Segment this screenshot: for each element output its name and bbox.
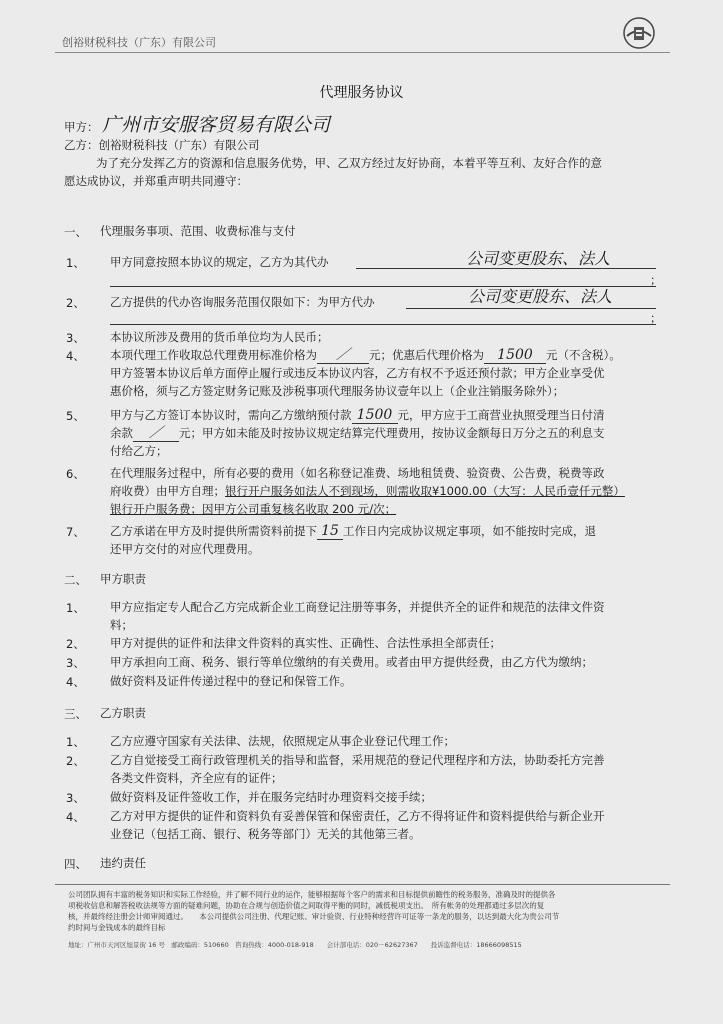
fill-line — [110, 324, 656, 325]
section-4-title: 违约责任 — [100, 856, 146, 870]
item-1-4-line-1: 本项代理工作收取总代理费用标准价格为 ／ 元；优惠后代理价格为 1500 元（不含税）。 — [110, 347, 621, 363]
item-2-1-line-2: 料； — [110, 618, 133, 632]
footer-line-2: 项税收信息和解答税收法规等方面的疑难问题，协助在合规与创造价值之间取得平衡的同时，减低税项支出。 所有帐务的处理都通过多层次的复 — [68, 901, 545, 910]
intro-line-2: 愿达成协议，并郑重声明共同遵守： — [64, 174, 248, 188]
section-3-title: 乙方职责 — [100, 706, 146, 720]
item-1-1-text: 甲方同意按照本协议的规定，乙方为其代办 — [110, 255, 329, 269]
section-2-number: 二、 — [64, 573, 87, 587]
item-2-4-number: 4、 — [66, 675, 85, 689]
item-1-6-line-1: 在代理服务过程中，所有必要的费用（如名称登记准费、场地租赁费、验资费、公告费，税费等政 — [110, 466, 605, 480]
document-title: 代理服务协议 — [319, 85, 404, 101]
item-1-4-number: 4、 — [66, 349, 85, 363]
item-3-2-number: 2、 — [66, 754, 85, 768]
item-2-3-line-1: 甲方承担向工商、税务、银行等单位缴纳的有关费用。或者由甲方提供经费，由乙方代为缴纳； — [110, 655, 593, 669]
item-1-4-line-2: 甲方签署本协议后单方面停止履行或违反本协议内容，乙方有权不予返还预付款；甲方企业享受优 — [110, 366, 605, 380]
item-1-4-handwritten-2: 1500 — [484, 347, 546, 364]
item-2-1-number: 1、 — [66, 601, 85, 615]
header-company: 创裕财税科技（广东）有限公司 — [62, 36, 216, 49]
section-2-title: 甲方职责 — [100, 572, 146, 586]
section-1-number: 一、 — [64, 225, 87, 239]
item-2-1-line-1: 甲方应指定专人配合乙方完成新企业工商登记注册等事务，并提供齐全的证件和规范的法律文件资 — [110, 600, 605, 614]
item-1-6-line-3: 银行开户服务费；因甲方公司重复核名收取 200 元/次； — [110, 502, 397, 516]
item-1-5-line-2: 余款 ／ 元；甲方如未能及时按协议规定结算完代理费用，按协议金额每日万分之五的利息支 — [110, 425, 605, 441]
item-1-4-handwritten-1: ／ — [317, 347, 369, 364]
item-1-6-line-2: 府收费）由甲方自理；银行开户服务如法人不到现场，则需收取¥1000.00（大写：人民币壹仟元整） — [110, 484, 625, 498]
header-divider — [55, 52, 670, 53]
party-a-label: 甲方： — [64, 120, 99, 134]
footer-line-1: 公司团队拥有丰富的税务知识和实际工作经验，并了解不同行业的运作，能够根据每个客户的需求和目标提供前瞻性的税务服务，准确及时的提供各 — [68, 890, 556, 899]
party-a-handwritten-name: 广州市安服客贸易有限公司 — [102, 114, 331, 136]
intro-line-1: 为了充分发挥乙方的资源和信息服务优势，甲、乙双方经过友好协商，本着平等互利、友好合作的意 — [96, 156, 602, 170]
item-1-2-text: 乙方提供的代办咨询服务范围仅限如下：为甲方代办 — [110, 295, 375, 309]
item-3-3-number: 3、 — [66, 791, 85, 805]
item-3-4-line-1: 乙方对甲方提供的证件和资料负有妥善保管和保密责任，乙方不得将证件和资料提供给与新企业开 — [110, 809, 605, 823]
item-1-7-number: 7、 — [66, 525, 85, 539]
section-4-number: 四、 — [64, 857, 87, 871]
item-1-2-end: ； — [650, 311, 662, 325]
footer-line-3: 核，并最终经注册会计师审阅通过。 本公司提供公司注册、代理记账、审计验资、行业特种经营许可证等一条龙的服务，以达到最大化为贵公司节 — [68, 912, 560, 921]
item-1-7-line-2: 还甲方交付的对应代理费用。 — [110, 542, 260, 556]
item-3-2-line-1: 乙方自觉接受工商行政管理机关的指导和监督，采用规范的登记代理程序和方法，协助委托方完善 — [110, 753, 605, 767]
fill-line — [406, 308, 656, 309]
item-3-4-number: 4、 — [66, 810, 85, 824]
footer-line-4: 约时间与金钱成本的最终目标 — [68, 923, 166, 932]
item-1-5-line-3: 付给乙方； — [110, 444, 168, 458]
item-1-5-handwritten-2: ／ — [133, 425, 179, 442]
item-1-3-number: 3、 — [66, 331, 85, 345]
section-1-title: 代理服务事项、范围、收费标准与支付 — [100, 224, 296, 238]
footer-address: 地址：广州市天河区旭景街 16 号 邮政编码：510660 咨询热线：4000-018-918 会计部电话：020－62627367 投诉监督电话：18666098515 — [68, 941, 522, 949]
item-1-7-handwritten: 15 — [317, 523, 343, 540]
item-1-1-end: ； — [650, 273, 662, 287]
item-3-1-line-1: 乙方应遵守国家有关法律、法规，依照规定从事企业登记代理工作； — [110, 734, 455, 748]
item-1-2-number: 2、 — [66, 296, 85, 310]
item-1-2-handwritten: 公司变更股东、法人 — [468, 287, 613, 306]
item-3-3-line-1: 做好资料及证件签收工作，并在服务完结时办理资料交接手续； — [110, 790, 432, 804]
item-1-5-handwritten-1: 1500 — [352, 407, 398, 424]
item-1-7-line-1: 乙方承诺在甲方及时提供所需资料前提下 15 工作日内完成协议规定事项，如不能按时完成，退 — [110, 523, 596, 539]
item-1-1-handwritten: 公司变更股东、法人 — [466, 249, 611, 268]
item-1-5-line-1: 甲方与乙方签订本协议时，需向乙方缴纳预付款 1500 元，甲方应于工商营业执照受理当日付清 — [110, 407, 605, 423]
item-2-3-number: 3、 — [66, 656, 85, 670]
item-3-1-number: 1、 — [66, 735, 85, 749]
item-2-2-line-1: 甲方对提供的证件和法律文件资料的真实性、正确性、合法性承担全部责任； — [110, 636, 501, 650]
item-3-2-line-2: 各类文件资料，齐全应有的证件； — [110, 771, 283, 785]
section-3-number: 三、 — [64, 707, 87, 721]
item-1-6-number: 6、 — [66, 467, 85, 481]
item-1-5-number: 5、 — [66, 409, 85, 423]
item-1-1-number: 1、 — [66, 256, 85, 270]
company-logo-icon — [622, 16, 656, 50]
item-2-2-number: 2、 — [66, 637, 85, 651]
item-1-3-text: 本协议所涉及费用的货币单位均为人民币； — [110, 330, 329, 344]
footer-divider — [55, 884, 670, 885]
item-1-4-line-3: 惠价格，须与乙方签定财务记账及涉税事项代理服务协议壹年以上（企业注销服务除外）； — [110, 384, 565, 398]
item-3-4-line-2: 业登记（包括工商、银行、税务等部门）无关的其他第三者。 — [110, 827, 421, 841]
party-b: 乙方：创裕财税科技（广东）有限公司 — [64, 138, 260, 152]
item-2-4-line-1: 做好资料及证件传递过程中的登记和保管工作。 — [110, 674, 352, 688]
